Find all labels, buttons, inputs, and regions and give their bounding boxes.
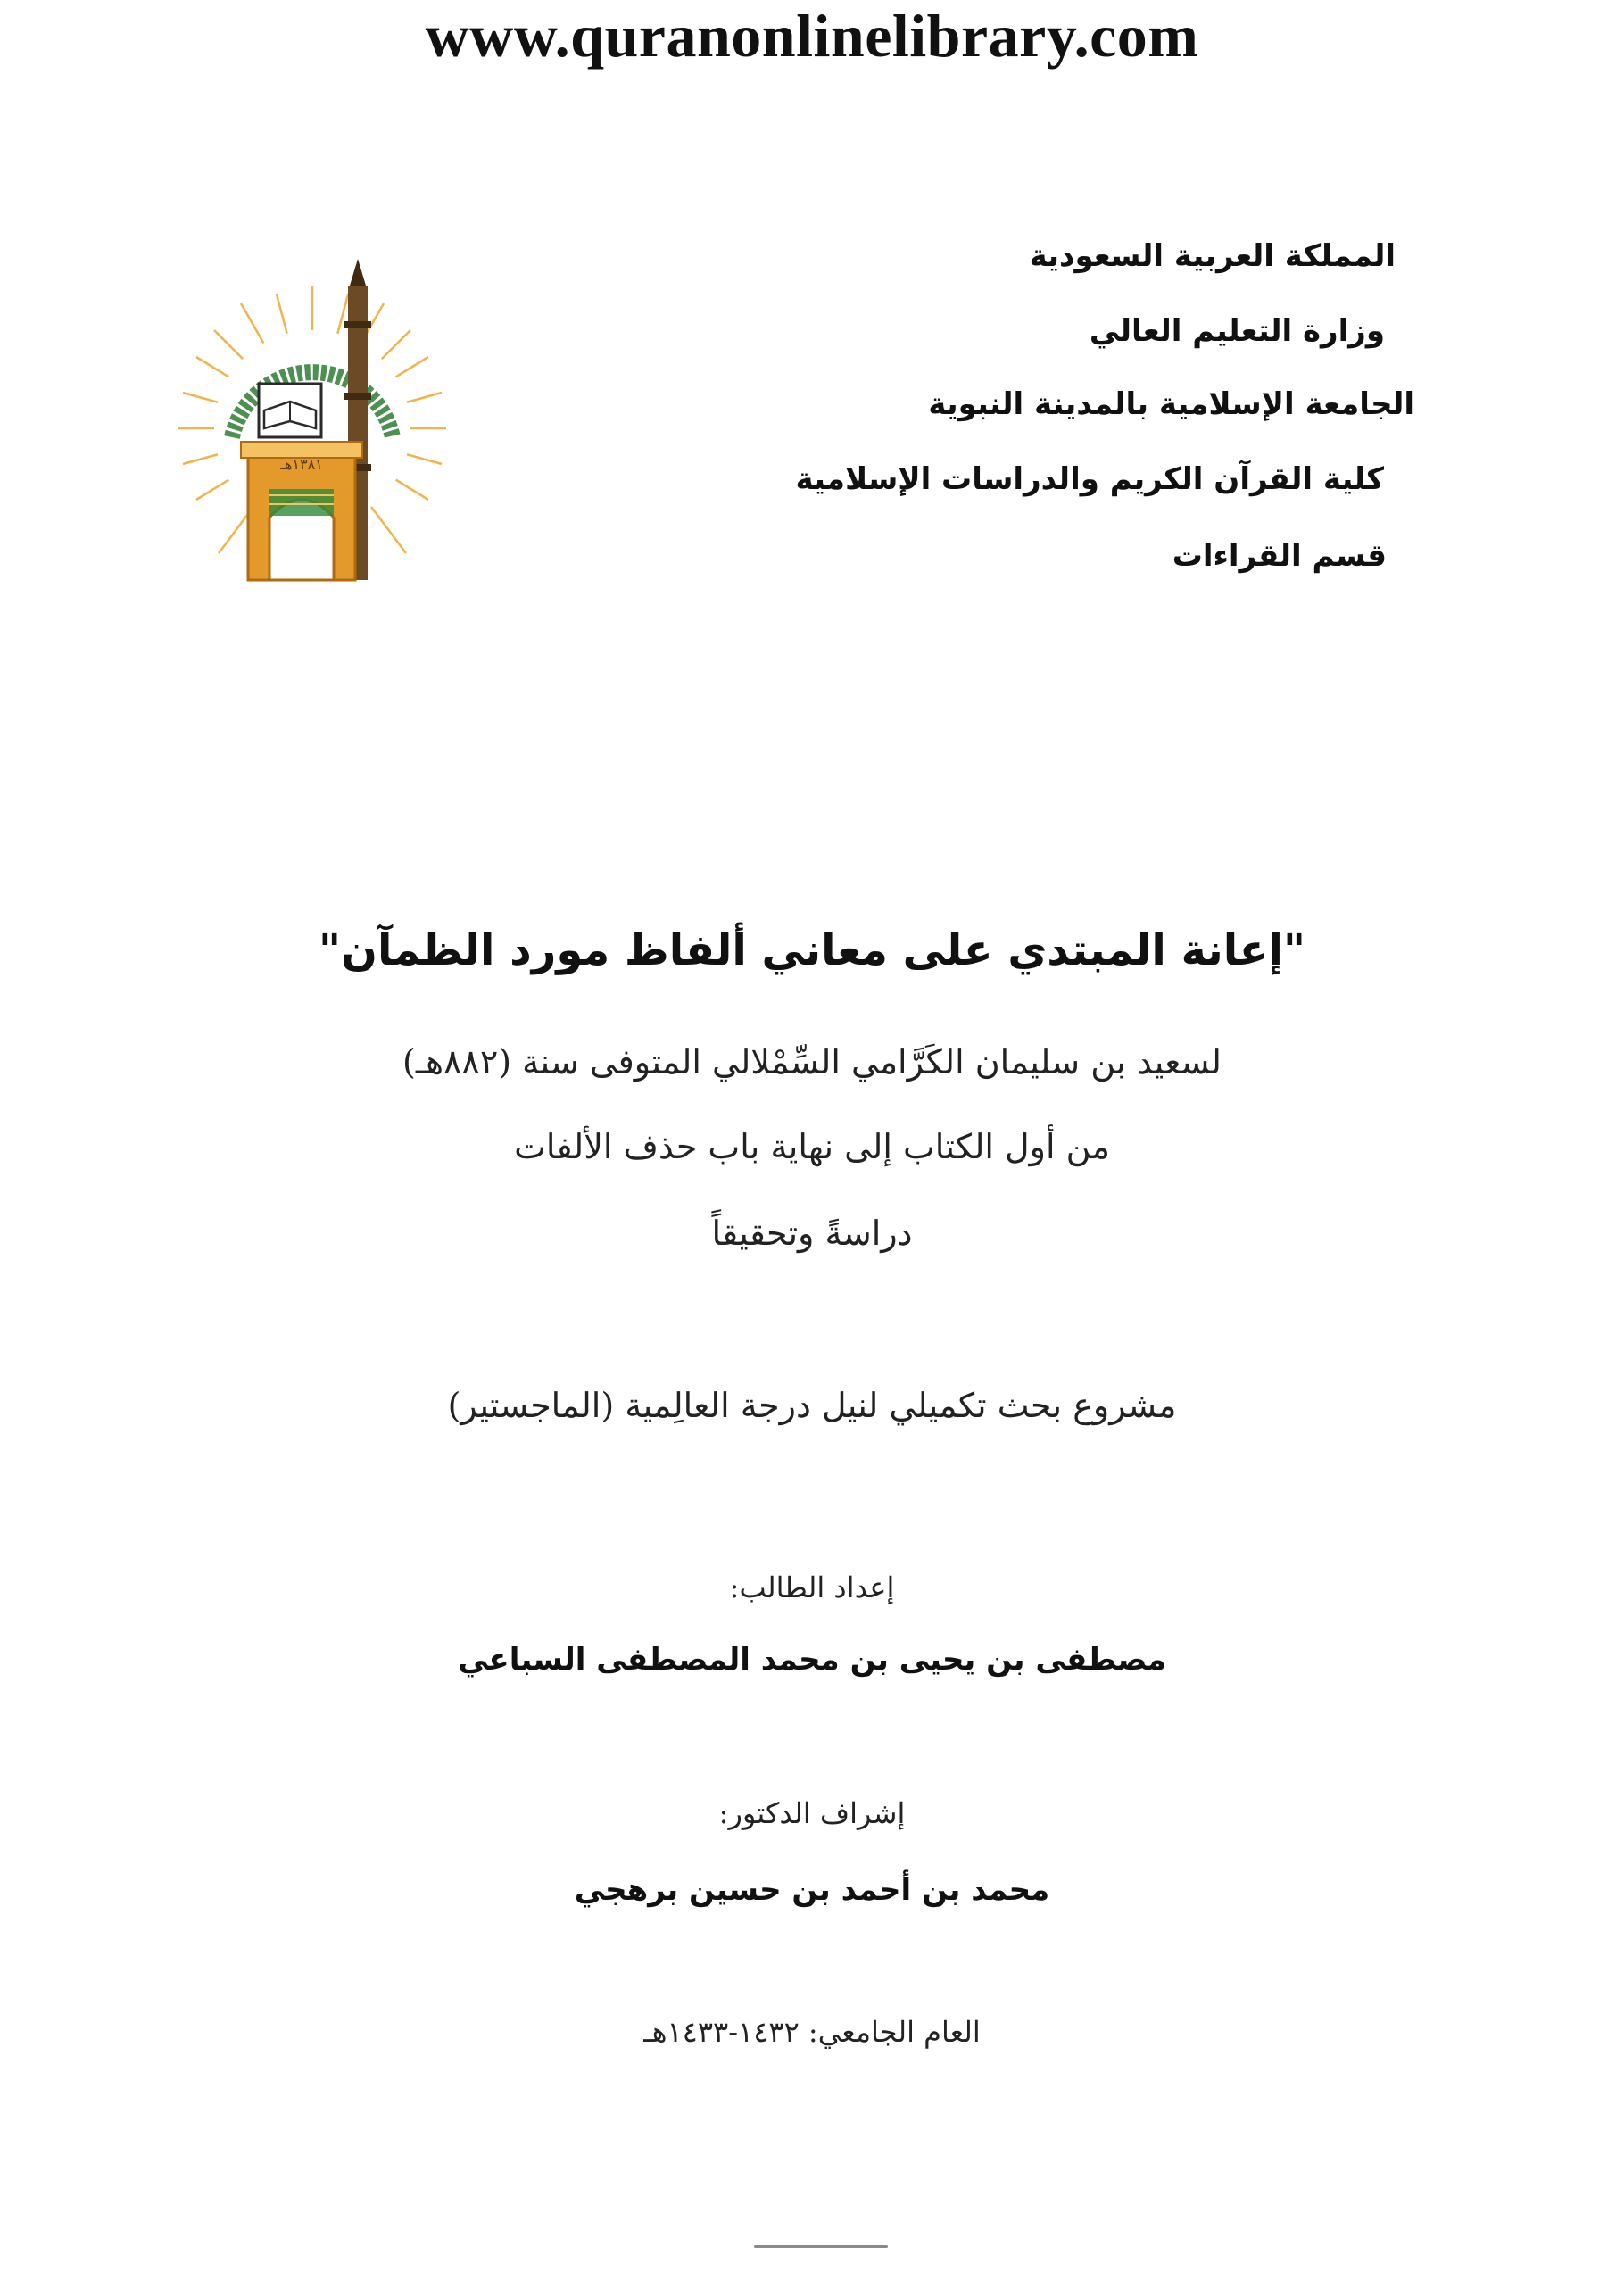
institution-header [795,234,1446,609]
student-name: مصطفى بن يحيى بن محمد المصطفى السباعي [458,1642,1166,1678]
author-line: لسعيد بن سليمان الكَرَّامي السِّمْلالي المتوفى سنة (٨٨٢هـ) [402,1042,1222,1082]
university-logo [170,259,455,616]
project-line: مشروع بحث تكميلي لنيل درجة العالِمية (الماجستير) [447,1386,1177,1425]
header-ministry: وزارة التعليم العالي [1089,313,1385,349]
header-college: كلية القرآن الكريم والدراسات الإسلامية [795,461,1384,497]
header-department: قسم القراءات [1172,538,1387,574]
student-label: إعداد الطالب: [729,1571,895,1604]
footer-divider [754,2245,888,2248]
study-line: دراسةً وتحقيقاً [711,1214,913,1253]
book-title: "إعانة المبتدي على معاني ألفاظ مورد الظمآن" [319,925,1305,975]
header-country: المملكة العربية السعودية [1029,238,1396,274]
header-university: الجامعة الإسلامية بالمدينة النبوية [928,386,1414,422]
supervisor-name: محمد بن أحمد بن حسين برهجي [574,1872,1050,1908]
seal-year: ١٣٨١هـ [280,456,323,473]
academic-year: العام الجامعي: ١٤٣٢-١٤٣٣هـ [643,2015,981,2049]
site-url: www.quranonlinelibrary.com [425,2,1199,70]
supervisor-label: إشراف الدكتور: [718,1796,906,1830]
scope-line: من أول الكتاب إلى نهاية باب حذف الألفات [514,1127,1110,1166]
islamic-university-seal-icon [170,259,455,616]
